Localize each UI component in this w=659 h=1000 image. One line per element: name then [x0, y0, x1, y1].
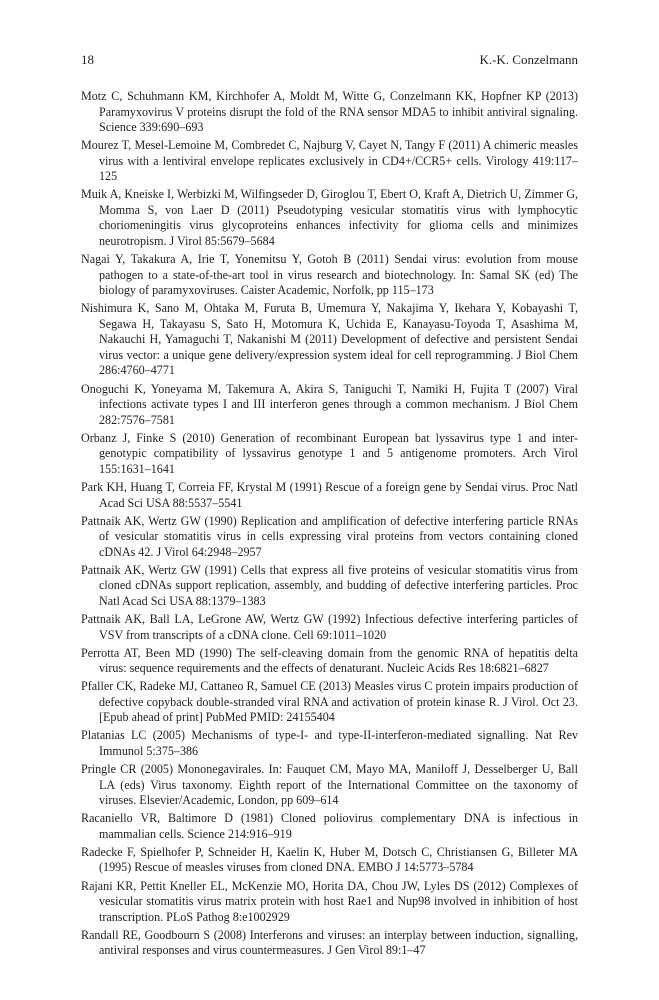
reference-entry: Pattnaik AK, Wertz GW (1990) Replication and amplification of defective interfering particle RNAs of vesicular stomatitis virus in cells expressing viral proteins from vectors containing cloned cDNAs 42. J Virol 64:2948–2957: [81, 513, 578, 559]
reference-entry: Onoguchi K, Yoneyama M, Takemura A, Akira S, Taniguchi T, Namiki H, Fujita T (2007) Viral infections activate types I and III interferon genes through a common mechanism. J Biol Chem 282:7576–7581: [81, 381, 578, 427]
reference-entry: Motz C, Schuhmann KM, Kirchhofer A, Moldt M, Witte G, Conzelmann KK, Hopfner KP (2013) Paramyxovirus V proteins disrupt the fold of the RNA sensor MDA5 to inhibit antiviral signaling. Science 339:690–693: [81, 89, 578, 135]
reference-entry: Mourez T, Mesel-Lemoine M, Combredet C, Najburg V, Cayet N, Tangy F (2011) A chimeric measles virus with a lentiviral envelope replicates exclusively in CD4+/CCR5+ cells. Virology 419:117–125: [81, 138, 578, 184]
reference-entry: Muik A, Kneiske I, Werbizki M, Wilfingseder D, Giroglou T, Ebert O, Kraft A, Dietrich U, Zimmer G, Momma S, von Laer D (2011) Pseudotyping vesicular stomatitis virus with lymphocytic choriomeningitis virus glycoproteins enhances infectivity for glioma cells and minimizes neurotropism. J Virol 85:5679–5684: [81, 187, 578, 249]
page-header: [81, 51, 578, 69]
reference-entry: Radecke F, Spielhofer P, Schneider H, Kaelin K, Huber M, Dotsch C, Christiansen G, Billeter MA (1995) Rescue of measles viruses from cloned DNA. EMBO J 14:5773–5784: [81, 844, 578, 875]
reference-entry: Rajani KR, Pettit Kneller EL, McKenzie MO, Horita DA, Chou JW, Lyles DS (2012) Complexes of vesicular stomatitis virus matrix protein with host Rae1 and Nup98 involved in inhibition of host transcription. PLoS Pathog 8:e1002929: [81, 878, 578, 924]
reference-entry: Park KH, Huang T, Correia FF, Krystal M (1991) Rescue of a foreign gene by Sendai virus. Proc Natl Acad Sci USA 88:5537–5541: [81, 479, 578, 510]
reference-entry: Randall RE, Goodbourn S (2008) Interferons and viruses: an interplay between induction, signalling, antiviral responses and virus countermeasures. J Gen Virol 89:1–47: [81, 927, 578, 958]
reference-entry: Perrotta AT, Been MD (1990) The self-cleaving domain from the genomic RNA of hepatitis delta virus: sequence requirements and the effects of denaturant. Nucleic Acids Res 18:6821–6827: [81, 645, 578, 676]
reference-entry: Racaniello VR, Baltimore D (1981) Cloned poliovirus complementary DNA is infectious in mammalian cells. Science 214:916–919: [81, 811, 578, 841]
reference-entry: Orbanz J, Finke S (2010) Generation of recombinant European bat lyssavirus type 1 and inter-genotypic compatibility of lyssavirus genotype 1 and 5 antigenome promoters. Arch Virol 155:1631–1641: [81, 430, 578, 476]
reference-entry: Platanias LC (2005) Mechanisms of type-I- and type-II-interferon-mediated signalling. Nat Rev Immunol 5:375–386: [81, 728, 578, 758]
reference-entry: Nagai Y, Takakura A, Irie T, Yonemitsu Y, Gotoh B (2011) Sendai virus: evolution from mouse pathogen to a state-of-the-art tool in virus research and biotechnology. In: Samal SK (ed) The biology of paramyxoviruses. Caister Academic, Norfolk, pp 115–173: [81, 252, 578, 298]
reference-entry: Nishimura K, Sano M, Ohtaka M, Furuta B, Umemura Y, Nakajima Y, Ikehara Y, Kobayashi T, Segawa H, Takayasu S, Sato H, Motomura K, Uchida E, Kanayasu-Toyoda T, Asashima M, Nakauchi H, Yamaguchi T, Nakanishi M (2011) Development of defective and persistent Sendai virus vector: a unique gene delivery/expression system ideal for cell reprogramming. J Biol Chem 286:4760–4771: [81, 301, 578, 378]
reference-list: [81, 89, 578, 961]
running-head: K.-K. Conzelmann: [479, 52, 578, 67]
reference-entry: Pringle CR (2005) Mononegavirales. In: Fauquet CM, Mayo MA, Maniloff J, Desselberger U, Ball LA (eds) Virus taxonomy. Eighth report of the International Committee on the taxonomy of viruses. Elsevier/Academic, London, pp 609–614: [81, 762, 578, 808]
reference-entry: Pattnaik AK, Ball LA, LeGrone AW, Wertz GW (1992) Infectious defective interfering particles of VSV from transcripts of a cDNA clone. Cell 69:1011–1020: [81, 611, 578, 642]
reference-entry: Pattnaik AK, Wertz GW (1991) Cells that express all five proteins of vesicular stomatitis virus from cloned cDNAs support replication, assembly, and budding of defective interfering particles. Proc Natl Acad Sci USA 88:1379–1383: [81, 562, 578, 608]
page-number: 18: [81, 52, 94, 67]
reference-entry: Pfaller CK, Radeke MJ, Cattaneo R, Samuel CE (2013) Measles virus C protein impairs production of defective copyback double-stranded viral RNA and activation of protein kinase R. J Virol. Oct 23. [Epub ahead of print] PubMed PMID: 24155404: [81, 679, 578, 725]
